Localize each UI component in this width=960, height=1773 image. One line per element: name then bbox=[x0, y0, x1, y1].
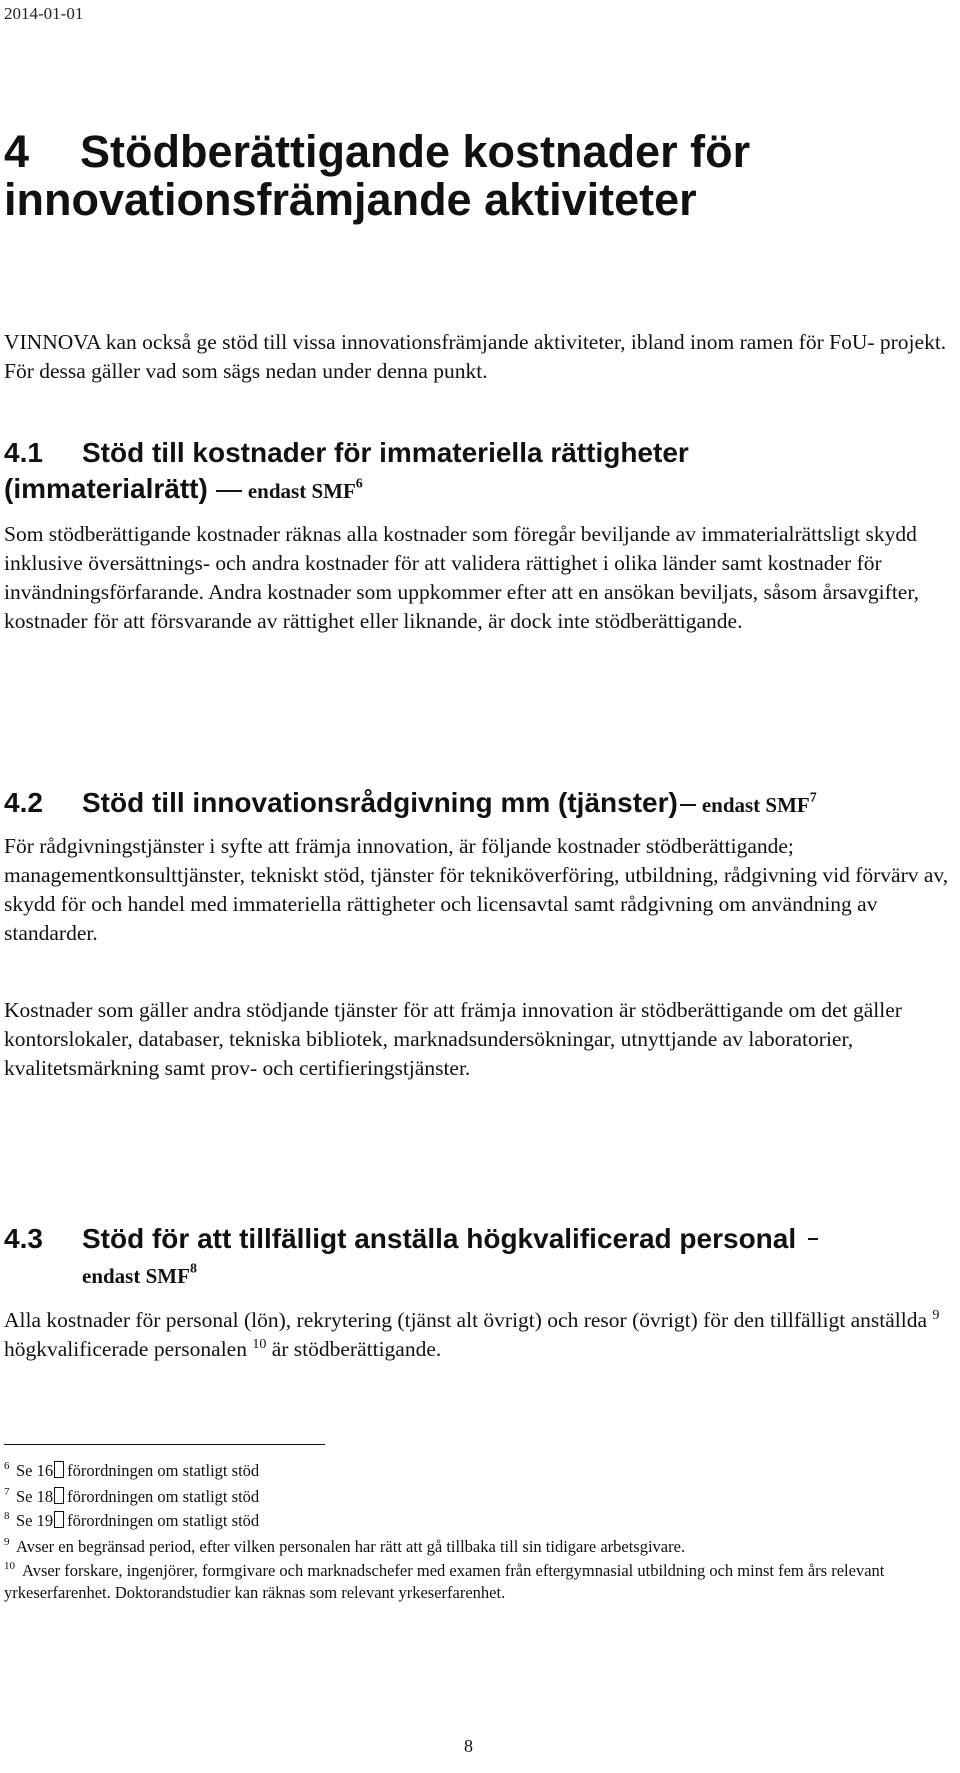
placeholder-box-icon bbox=[54, 1461, 64, 1478]
section-4-3-heading bbox=[4, 1222, 824, 1256]
footnote-ref-7: 7 bbox=[809, 790, 817, 806]
footnote-8: 8 Se 19 förordningen om statligt stöd bbox=[4, 1510, 260, 1530]
section-4-1-heading bbox=[4, 436, 689, 470]
footnote-9: 9 Avser en begränsad period, efter vilken personalen har rätt att gå tillbaka till sin tidigare arbetsgivare. bbox=[4, 1536, 686, 1556]
footnote-ref-9: 9 bbox=[932, 1307, 940, 1323]
placeholder-box-icon bbox=[54, 1487, 64, 1504]
section-4-3-heading-line2 bbox=[82, 1258, 197, 1293]
section-4-3-body-part3: är stödberättigande. bbox=[271, 1337, 442, 1361]
footnote-6-pre: Se 16 bbox=[16, 1461, 54, 1480]
section-4-3-body-part2: högkvalificerade personalen bbox=[4, 1337, 247, 1361]
section-4-1-body: Som stödberättigande kostnader räknas alla kostnader som föregår beviljande av immaterialrättsligt skydd inklusive översättnings- och andra kostnader för att validera rättighet i olika länder samt kostnader för invändningsförfarande. Andra kostnader som uppkommer efter att en ansökan beviljats, såsom årsavgifter, kostnader för att försvarande av rättighet eller liknande, är dock inte stödberättigande. bbox=[4, 522, 920, 633]
section-4-3-body bbox=[4, 1306, 954, 1364]
endast-smf-label: endast SMF bbox=[701, 793, 810, 817]
section-4-title-line1: Stödberättigande kostnader för bbox=[80, 126, 751, 177]
section-4-3-body-part1: Alla kostnader för personal (lön), rekrytering (tjänst alt övrigt) och resor (övrigt) för den tillfälligt anställda bbox=[4, 1308, 928, 1332]
endast-smf-label: endast SMF bbox=[247, 479, 356, 503]
section-4-1-title-line2: (immaterialrätt) bbox=[4, 473, 208, 504]
footnote-8-post: förordningen om statligt stöd bbox=[67, 1511, 260, 1530]
section-4-number: 4 bbox=[4, 126, 30, 177]
section-4-2-body-2: Kostnader som gäller andra stödjande tjänster för att främja innovation är stödberättigande om det gäller kontorslokaler, databaser, tekniska bibliotek, marknadsundersökningar, utnyttjande av laboratorier, kvalitetsmärkning samt prov- och certifieringstjänster. bbox=[4, 998, 902, 1080]
footnote-6: 6 Se 16 förordningen om statligt stöd bbox=[4, 1460, 260, 1480]
dash-divider bbox=[216, 490, 242, 492]
section-4-1-title-line1: Stöd till kostnader för immateriella rättigheter bbox=[82, 437, 689, 468]
section-4-intro: VINNOVA kan också ge stöd till vissa innovationsfrämjande aktiviteter, ibland inom ramen för FoU- projekt. För dessa gäller vad som sägs nedan under denna punkt. bbox=[4, 330, 947, 383]
footnote-10: 10 Avser forskare, ingenjörer, formgivare och marknadschefer med examen från eftergymnasial utbildning och minst fem års relevant yrkeserfarenhet. Doktorandstudier kan räknas som relevant yrkeserfarenhet. bbox=[4, 1560, 885, 1602]
section-4-3-title: Stöd för att tillfälligt anställa högkvalificerad personal bbox=[82, 1223, 797, 1254]
section-4-heading bbox=[4, 128, 750, 224]
section-4-2-number: 4.2 bbox=[4, 787, 43, 818]
footnote-ref-10: 10 bbox=[252, 1336, 267, 1352]
footnote-6-post: förordningen om statligt stöd bbox=[67, 1461, 260, 1480]
section-4-2-body-1: För rådgivningstjänster i syfte att främja innovation, är följande kostnader stödberättigande; managementkonsulttjänster, tekniskt stöd, tjänster för tekniköverföring, utbildning, rådgivning vid förvärv av, skydd för och handel med immateriella rättigheter och licensavtal samt rådgivning om användning av standarder. bbox=[4, 834, 949, 945]
footnote-separator bbox=[4, 1444, 325, 1445]
footnote-ref-8: 8 bbox=[189, 1261, 197, 1277]
section-4-heading-line1 bbox=[4, 128, 750, 176]
dash-divider bbox=[680, 804, 696, 806]
section-4-3-number: 4.3 bbox=[4, 1223, 43, 1254]
section-4-title-line2: innovationsfrämjande aktiviteter bbox=[4, 174, 697, 225]
endast-smf-label: endast SMF bbox=[82, 1264, 190, 1288]
footnote-7-post: förordningen om statligt stöd bbox=[67, 1487, 260, 1506]
header-date: 2014-01-01 bbox=[4, 4, 84, 23]
footnote-ref-6: 6 bbox=[355, 476, 363, 492]
footnote-7-pre: Se 18 bbox=[16, 1487, 54, 1506]
dash-divider bbox=[808, 1238, 818, 1240]
section-4-2-title: Stöd till innovationsrådgivning mm (tjänster) bbox=[82, 787, 678, 818]
footnote-9-text: Avser en begränsad period, efter vilken personalen har rätt att gå tillbaka till sin tidigare arbetsgivare. bbox=[16, 1537, 686, 1556]
section-4-2-heading bbox=[4, 786, 817, 822]
footnote-7: 7 Se 18 förordningen om statligt stöd bbox=[4, 1486, 260, 1506]
section-4-1-number: 4.1 bbox=[4, 437, 43, 468]
page-number: 8 bbox=[464, 1736, 473, 1756]
footnote-8-pre: Se 19 bbox=[16, 1511, 54, 1530]
footnote-10-text: Avser forskare, ingenjörer, formgivare och marknadschefer med examen från eftergymnasial utbildning och minst fem års relevant yrkeserfarenhet. Doktorandstudier kan räknas som relevant yrkeserfarenhet. bbox=[4, 1561, 885, 1602]
placeholder-box-icon bbox=[54, 1511, 64, 1528]
section-4-1-heading-line2 bbox=[4, 472, 363, 508]
